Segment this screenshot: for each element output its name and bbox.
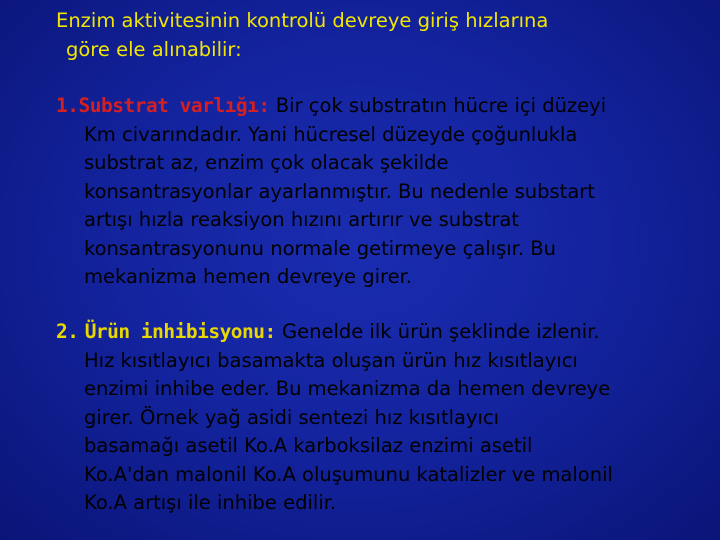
item-line: Km civarındadır. Yani hücresel düzeyde çoğunlukla bbox=[84, 122, 578, 146]
intro-line: göre ele alınabilir: bbox=[66, 38, 242, 61]
item-line: substrat az, enzim çok olacak şekilde bbox=[84, 151, 449, 174]
item-line: enzimi inhibe eder. Bu mekanizma da hemen devreye bbox=[84, 377, 611, 400]
list-item-first-line bbox=[56, 318, 716, 347]
item-line: mekanizma hemen devreye girer. bbox=[84, 265, 412, 288]
list-marker: 1. bbox=[56, 94, 79, 117]
item-line: basamağı asetil Ko.A karboksilaz enzimi asetil bbox=[84, 434, 533, 457]
item-heading-rest: Bir çok substratın hücre içi düzeyi bbox=[269, 94, 607, 117]
intro-text bbox=[56, 6, 696, 64]
item-line: konsantrasyonlar ayarlanmıştır. Bu nedenle substart bbox=[84, 179, 595, 203]
list-item-substrate bbox=[56, 92, 716, 292]
item-line: Ko.A artışı ile inhibe edilir. bbox=[84, 491, 337, 514]
item-line: Ko.A'dan malonil Ko.A oluşumunu katalizler ve malonil bbox=[84, 462, 613, 486]
item-heading: Ürün inhibisyonu: bbox=[84, 320, 276, 343]
item-line: girer. Örnek yağ asidi sentezi hız kısıtlayıcı bbox=[84, 405, 500, 429]
item-line: artışı hızla reaksiyon hızını artırır ve substrat bbox=[84, 208, 519, 231]
item-line: konsantrasyonunu normale getirmeye çalışır. Bu bbox=[84, 236, 557, 260]
item-heading: Substrat varlığı: bbox=[78, 94, 270, 117]
item-heading-rest: Genelde ilk ürün şeklinde izlenir. bbox=[275, 320, 600, 343]
item-line: Hız kısıtlayıcı basamakta oluşan ürün hız kısıtlayıcı bbox=[84, 348, 578, 372]
intro-line: Enzim aktivitesinin kontrolü devreye giriş hızlarına bbox=[56, 9, 549, 32]
list-item-first-line bbox=[56, 92, 716, 121]
list-item-product-inhibition bbox=[56, 318, 716, 518]
list-marker: 2. bbox=[56, 320, 79, 343]
